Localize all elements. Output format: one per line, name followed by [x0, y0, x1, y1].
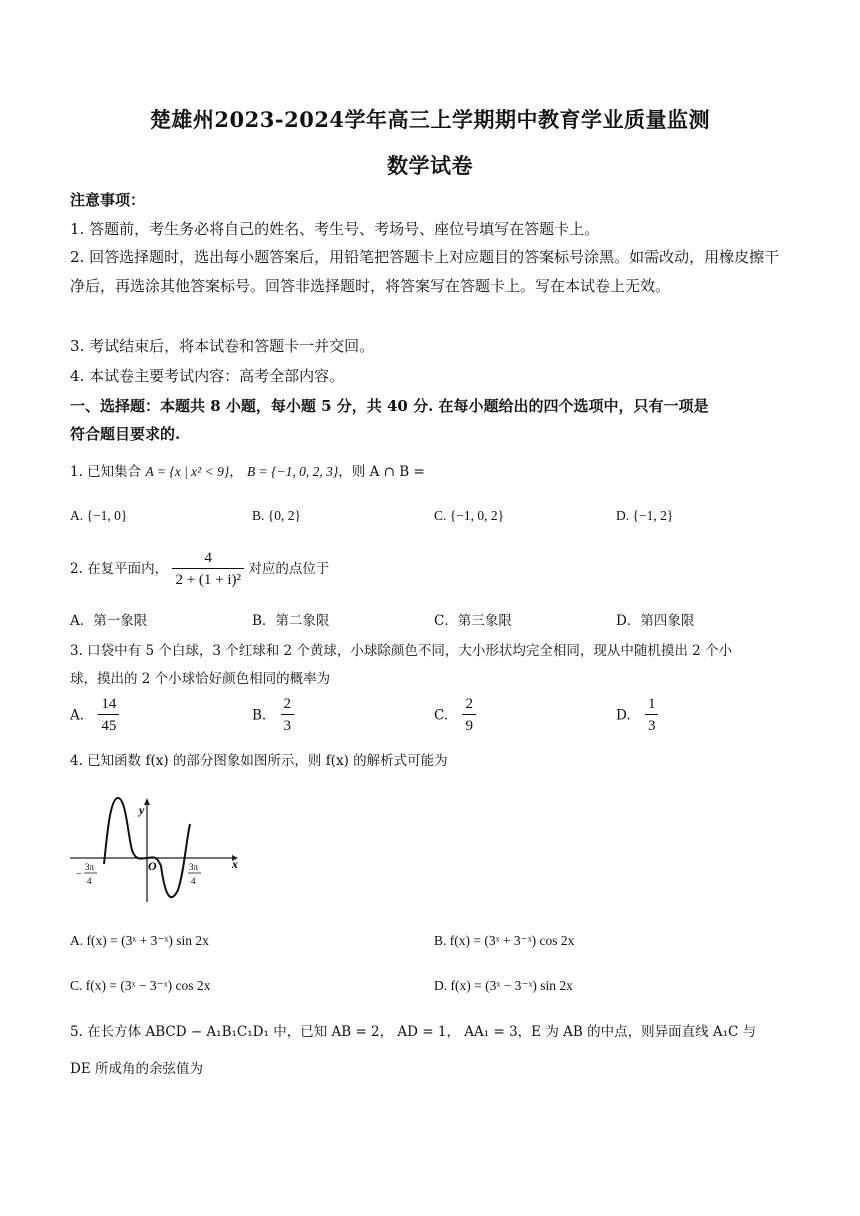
question-2-numerator: 4 [172, 548, 244, 569]
question-2-option-b: B．第二象限 [252, 613, 330, 629]
left-tick-den: 4 [87, 876, 92, 886]
question-3-option-d-fraction [645, 694, 659, 737]
question-3-option-c-fraction [462, 694, 476, 737]
question-1-set-a: A = {x | x² < 9} [145, 464, 230, 479]
question-3-option-a-num: 14 [98, 694, 119, 715]
exam-title: 楚雄州2023-2024学年高三上学期期中教育学业质量监测 [149, 107, 711, 132]
question-3-option-b-fraction [281, 694, 295, 737]
question-3-option-b-label: B. [252, 707, 267, 724]
question-3-stem-line1: 3. 口袋中有 5 个白球，3 个红球和 2 个黄球，小球除颜色不同，大小形状均完全相同，现从中随机摸出 2 个小 [70, 643, 733, 659]
question-5-stem-line1: 5. 在长方体 ABCD − A₁B₁C₁D₁ 中，已知 AB = 2， AD = 1， AA₁ = 3，E 为 AB 的中点，则异面直线 A₁C 与 [70, 1024, 757, 1040]
notice-item-2: 2. 回答选择题时，选出每小题答案后，用铅笔把答题卡上对应题目的答案标号涂黑。如需改动，用橡皮擦干净后，再选涂其他答案标号。回答非选择题时，将答案写在答题卡上。写在本试卷上无效。 [70, 248, 780, 295]
question-1-option-b: B. {0, 2} [252, 508, 301, 523]
question-2-option-c: C．第三象限 [434, 613, 512, 629]
question-3-option-a [70, 694, 119, 737]
left-tick-sign: − [76, 869, 82, 880]
question-4-option-d: D. f(x) = (3ˣ − 3⁻ˣ) sin 2x [434, 978, 573, 993]
question-1-set-b: B = {−1, 0, 2, 3} [247, 464, 339, 479]
question-2-stem [70, 546, 329, 592]
notice-item-1: 1. 答题前，考生务必将自己的姓名、考生号、考场号、座位号填写在答题卡上。 [70, 220, 600, 238]
question-3-option-c-den: 9 [465, 718, 473, 734]
question-4-option-b: B. f(x) = (3ˣ + 3⁻ˣ) cos 2x [434, 933, 575, 948]
question-2-denominator: 2 + (1 + i)² [175, 572, 242, 588]
question-3-option-c [434, 694, 476, 737]
question-3-option-a-den: 45 [101, 718, 117, 734]
question-1-prefix: 1. 已知集合 [70, 464, 142, 480]
question-3-option-d-label: D. [616, 707, 631, 724]
question-3-option-d-den: 3 [647, 718, 656, 734]
question-2-fraction [172, 548, 244, 591]
question-3-option-b [252, 694, 294, 737]
question-5-stem-line2: DE 所成角的余弦值为 [70, 1061, 203, 1077]
question-3-option-a-fraction [98, 694, 119, 737]
y-axis-label: y [139, 803, 145, 817]
question-3-option-c-num: 2 [462, 694, 476, 715]
notice-heading: 注意事项： [70, 191, 146, 209]
left-tick-num: 3π [85, 862, 95, 872]
right-tick-den: 4 [191, 876, 196, 886]
right-tick-num: 3π [189, 862, 199, 872]
question-3-option-d-num: 1 [645, 694, 659, 715]
notice-item-3: 3. 考试结束后，将本试卷和答题卡一并交回。 [70, 337, 375, 355]
question-1-option-c: C. {−1, 0, 2} [434, 508, 505, 523]
question-2-option-d: D．第四象限 [616, 613, 695, 629]
section-heading-line2: 符合题目要求的. [70, 425, 181, 443]
section-heading-line1: 一、选择题：本题共 8 小题，每小题 5 分，共 40 分. 在每小题给出的四个选项中，只有一项是 [70, 397, 709, 415]
x-axis-label: x [232, 857, 238, 871]
question-3-option-a-label: A. [70, 707, 85, 724]
question-2-option-a: A．第一象限 [70, 613, 148, 629]
question-2-prefix: 2. 在复平面内， [70, 561, 169, 577]
notice-item-4: 4. 本试卷主要考试内容：高考全部内容。 [70, 367, 345, 385]
question-1-stem: 1. 已知集合 A = {x | x² < 9}， B = {−1, 0, 2, 3}，则 A ∩ B = [70, 464, 425, 480]
question-3-stem-line2: 球，摸出的 2 个小球恰好颜色相同的概率为 [70, 671, 331, 687]
function-graph [66, 790, 242, 908]
question-4-option-c: C. f(x) = (3ˣ − 3⁻ˣ) cos 2x [70, 978, 211, 993]
question-3-option-c-label: C. [434, 707, 449, 724]
exam-subtitle: 数学试卷 [387, 153, 473, 178]
question-3-option-b-den: 3 [283, 718, 292, 734]
question-4-stem: 4. 已知函数 f(x) 的部分图象如图所示，则 f(x) 的解析式可能为 [70, 753, 448, 769]
question-1-suffix: ，则 A ∩ B = [338, 464, 425, 480]
question-1-option-a: A. {−1, 0} [70, 508, 128, 523]
question-1-option-d: D. {−1, 2} [616, 508, 674, 523]
question-4-option-a: A. f(x) = (3ˣ + 3⁻ˣ) sin 2x [70, 933, 209, 948]
question-2-suffix: 对应的点位于 [248, 561, 330, 577]
question-3-option-d [616, 694, 658, 737]
question-3-option-b-num: 2 [281, 694, 295, 715]
origin-label: O [148, 859, 157, 873]
